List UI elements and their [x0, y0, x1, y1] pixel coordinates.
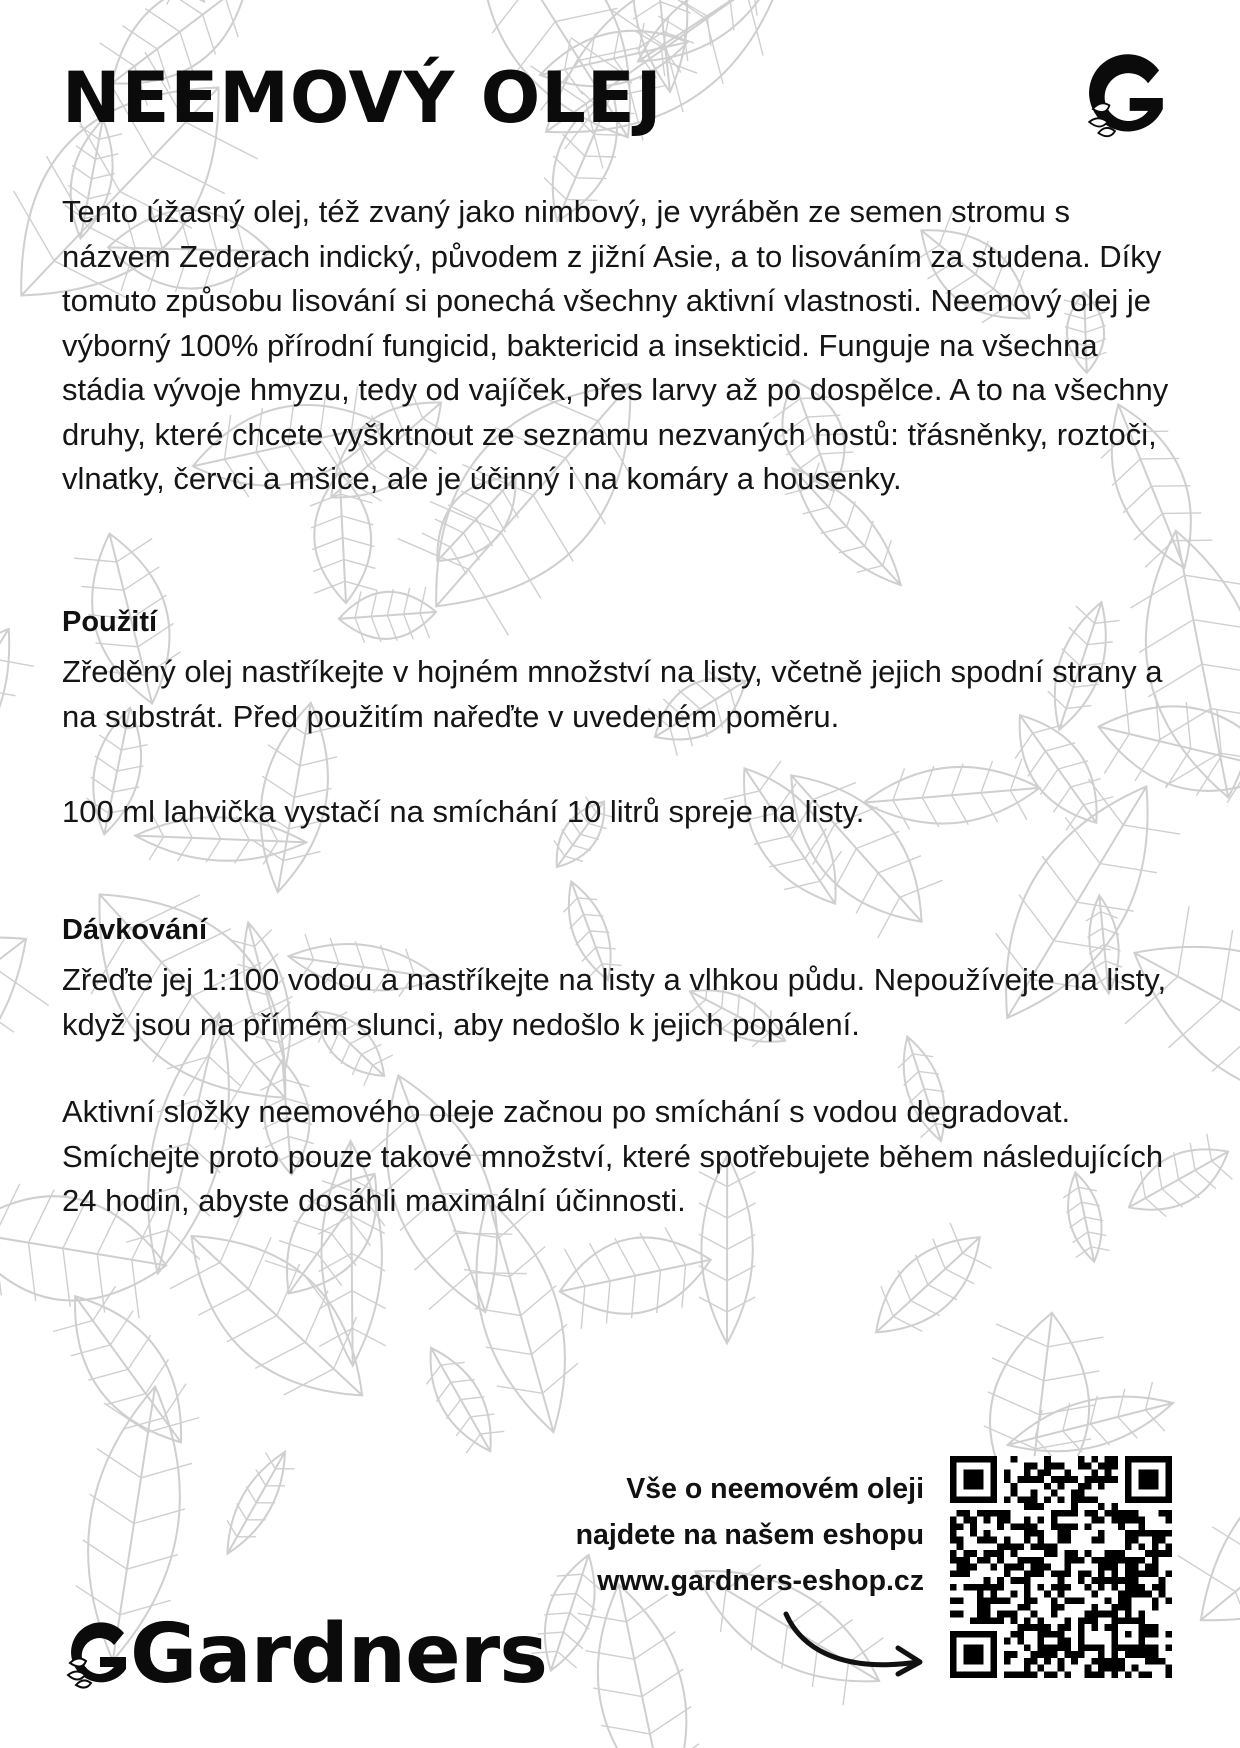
eshop-callout-line1: Vše o neemovém oleji [626, 1473, 924, 1505]
gardners-g-logo-icon [1080, 52, 1172, 144]
usage-heading: Použití [62, 606, 158, 638]
eshop-link[interactable]: www.gardners-eshop.cz [597, 1565, 924, 1597]
usage-text: Zředěný olej nastříkejte v hojném množství na listy, včetně jejich spodní strany a na substrát. Před použitím nařeďte v uvedeném poměru. [62, 654, 1163, 734]
eshop-callout [576, 1466, 924, 1604]
page-title: NEEMOVÝ OLEJ [62, 57, 663, 139]
brand-wordmark: Gardners [130, 1607, 548, 1702]
eshop-callout-line2: najdete na našem eshopu [575, 1519, 924, 1551]
dosage-heading: Dávkování [62, 914, 208, 946]
qr-code-icon[interactable] [950, 1456, 1172, 1678]
usage-note: 100 ml lahvička vystačí na smíchání 10 litrů spreje na listy. [62, 794, 865, 829]
bee-stripes-icon [62, 1617, 132, 1693]
intro-paragraph: Tento úžasný olej, též zvaný jako nimbový, je vyráběn ze semen stromu s názvem Zederach indický, původem z jižní Asie, a to lisováním za studena. Díky tomuto způsobu lisování si ponechá všechny aktivní vlastnosti. Neemový olej je výborný 100% přírodní fungicid, baktericid a insekticid. Funguje na všechna stádia vývoje hmyzu, tedy od vajíček, přes larvy až po dospělce. A to na všechny druhy, které chcete vyškrtnout ze seznamu nezvaných hostů: třásněnky, roztoči, vlnatky, červci a mšice, ale je účinný i na komáry a housenky. [62, 194, 1169, 496]
dosage-text: Zřeďte jej 1:100 vodou a nastříkejte na listy a vlhkou půdu. Nepoužívejte na listy, když jsou na přímém slunci, aby nedošlo k jejich popálení. [62, 962, 1167, 1042]
curved-arrow-icon [780, 1608, 930, 1680]
gardners-brand-logo [62, 1600, 547, 1710]
dosage-note: Aktivní složky neemového oleje začnou po smíchání s vodou degradovat. Smíchejte proto pouze takové množství, které spotřebujete během následujících 24 hodin, abyste dosáhli maximální účinnosti. [62, 1094, 1164, 1218]
